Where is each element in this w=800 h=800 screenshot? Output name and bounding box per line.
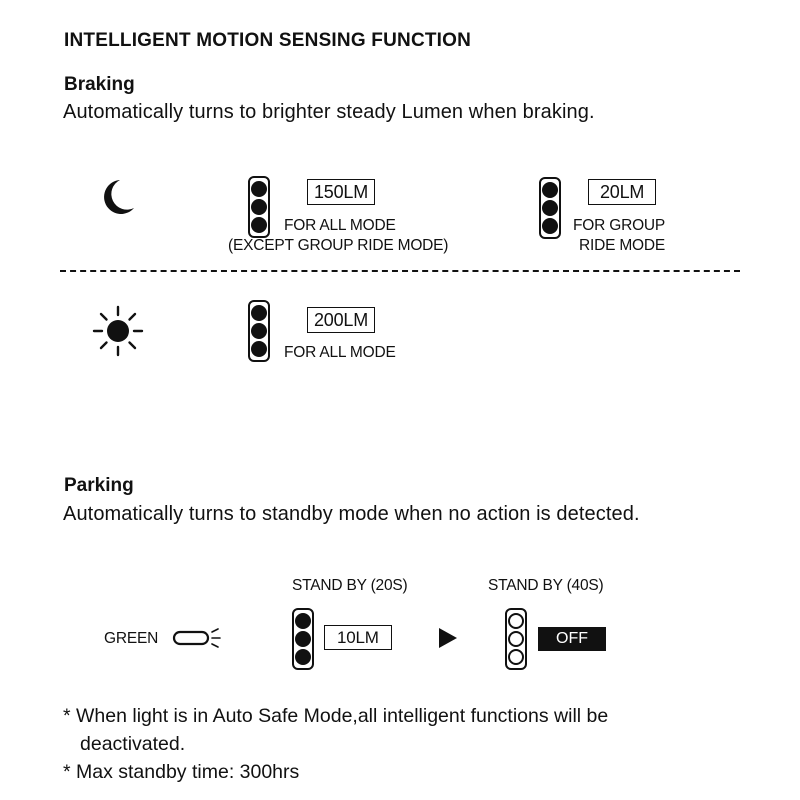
indicator-label: GREEN — [104, 630, 159, 647]
lumen-box-150: 150LM — [307, 179, 375, 205]
green-indicator-icon — [172, 627, 224, 649]
standby-label: STAND BY (20S) — [292, 577, 408, 594]
divider — [60, 270, 740, 272]
mode-text: (EXCEPT GROUP RIDE MODE) — [228, 237, 449, 254]
note-line: * Max standby time: 300hrs — [63, 761, 300, 783]
page-title: INTELLIGENT MOTION SENSING FUNCTION — [64, 30, 472, 51]
tail-light-icon — [539, 177, 561, 239]
braking-description: Automatically turns to brighter steady Lumen when braking. — [63, 101, 595, 123]
lumen-box-200: 200LM — [307, 307, 375, 333]
tail-light-icon — [248, 300, 270, 362]
tail-light-icon — [248, 176, 270, 238]
note-line: deactivated. — [80, 733, 186, 755]
parking-description: Automatically turns to standby mode when no action is detected. — [63, 503, 640, 525]
lumen-box-20: 20LM — [588, 179, 656, 205]
parking-heading: Parking — [64, 475, 134, 496]
off-badge: OFF — [538, 627, 606, 651]
mode-text: FOR ALL MODE — [284, 344, 396, 361]
tail-light-off-icon — [505, 608, 527, 670]
lumen-box-10: 10LM — [324, 625, 392, 650]
moon-icon — [98, 176, 138, 218]
standby-label: STAND BY (40S) — [488, 577, 604, 594]
tail-light-icon — [292, 608, 314, 670]
mode-text: FOR GROUP — [573, 217, 666, 234]
mode-text: FOR ALL MODE — [284, 217, 396, 234]
arrow-right-icon — [437, 626, 459, 650]
braking-heading: Braking — [64, 74, 135, 95]
note-line: * When light is in Auto Safe Mode,all intelligent functions will be — [63, 705, 609, 727]
sun-icon — [92, 305, 144, 357]
mode-text: RIDE MODE — [579, 237, 666, 254]
